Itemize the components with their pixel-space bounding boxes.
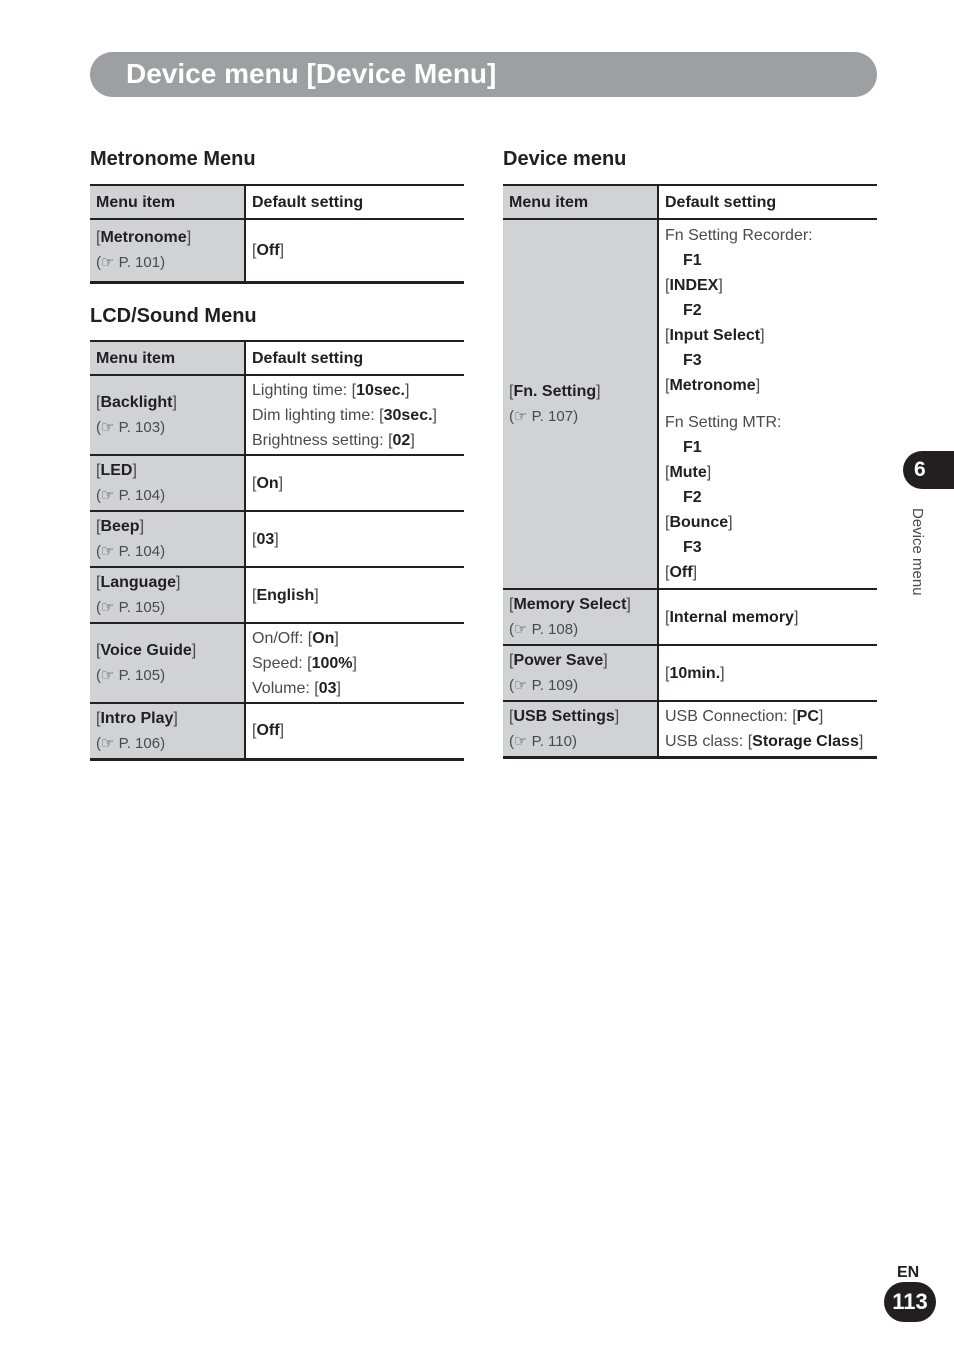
setting-label: Lighting time: (252, 381, 352, 399)
menu-item-cell: [Language] (☞ P. 105) (90, 567, 245, 623)
default-setting-cell: Fn Setting Recorder: F1 [INDEX] F2 [Input Select] F3 [Metronome] Fn Setting MTR: F1 [Mute] F2 [Bounce] F3 [Off] (658, 219, 877, 589)
default-value: Off (256, 722, 280, 740)
pointing-hand-icon: ☞ (514, 677, 528, 694)
menu-item-name: Intro Play (100, 709, 174, 727)
table-row (503, 589, 877, 645)
metronome-menu-title: Metronome Menu (90, 148, 256, 170)
table-row (503, 219, 877, 589)
function-key: F1 (683, 252, 702, 269)
device-menu-title: Device menu (503, 148, 627, 170)
page-title-bar (90, 52, 877, 97)
menu-item-cell: [Fn. Setting] (☞ P. 107) (503, 219, 658, 589)
default-value: Internal memory (669, 608, 794, 626)
page-reference: P. 109 (531, 677, 574, 694)
table-header-row (90, 341, 464, 375)
table-row (90, 455, 464, 511)
menu-item-cell: [Intro Play] (☞ P. 106) (90, 703, 245, 759)
menu-item-header: Menu item (503, 185, 658, 219)
table-row (503, 645, 877, 701)
menu-item-cell: [Metronome] (☞ P. 101) (90, 219, 245, 282)
default-value: PC (796, 707, 819, 725)
default-setting-cell: [English] (245, 567, 464, 623)
page-reference: P. 104 (118, 543, 161, 560)
default-setting-cell: [Off] (245, 219, 464, 282)
default-value: On (256, 474, 279, 492)
page-reference: P. 110 (531, 732, 572, 750)
page-title: Device menu [Device Menu] (126, 58, 497, 89)
function-key: F1 (683, 439, 702, 456)
default-value: Storage Class (752, 732, 859, 750)
pointing-hand-icon: ☞ (101, 734, 115, 752)
function-key: F3 (683, 539, 702, 556)
default-setting-cell: [03] (245, 511, 464, 567)
setting-label: USB Connection: (665, 707, 793, 725)
pointing-hand-icon: ☞ (101, 254, 115, 272)
default-setting-header: Default setting (245, 185, 464, 219)
menu-item-cell: [USB Settings] (☞ P. 110) (503, 701, 658, 757)
table-header-row (503, 185, 877, 219)
table-row (90, 623, 464, 703)
default-setting-cell: [Internal memory] (658, 589, 877, 645)
menu-item-name: Fn. Setting (513, 383, 597, 400)
default-value: 10min. (669, 664, 721, 682)
pointing-hand-icon: ☞ (101, 599, 115, 616)
menu-item-name: Memory Select (513, 596, 627, 613)
menu-item-name: Beep (100, 518, 140, 535)
default-value: 03 (318, 679, 337, 697)
default-setting-cell: On/Off: [On] Speed: [100%] Volume: [03] (245, 623, 464, 703)
fn-recorder-label: Fn Setting Recorder: (665, 227, 813, 244)
menu-item-header: Menu item (90, 185, 245, 219)
language-label: EN (897, 1264, 920, 1281)
default-setting-cell: Lighting time: [10sec.] Dim lighting time: [30sec.] Brightness setting: [02] (245, 375, 464, 455)
default-value: Bounce (669, 514, 729, 531)
menu-item-cell: [Memory Select] (☞ P. 108) (503, 589, 658, 645)
default-value: Mute (669, 464, 707, 481)
setting-label: Volume: (252, 679, 315, 697)
chapter-tab (903, 451, 954, 489)
page-reference: P. 105 (118, 599, 161, 616)
table-row (90, 375, 464, 455)
pointing-hand-icon: ☞ (101, 667, 115, 684)
page-reference: P. 104 (118, 487, 161, 504)
table-header-row (90, 185, 464, 219)
menu-item-cell: [Backlight] (☞ P. 103) (90, 375, 245, 455)
default-value: INDEX (669, 277, 719, 294)
menu-item-name: LED (100, 462, 133, 479)
setting-label: USB class: (665, 732, 748, 750)
function-key: F2 (683, 489, 702, 506)
menu-item-header: Menu item (90, 341, 245, 375)
table-row (90, 219, 464, 282)
menu-item-cell: [Power Save] (☞ P. 109) (503, 645, 658, 701)
fn-mtr-label: Fn Setting MTR: (665, 414, 782, 431)
default-value: Off (256, 241, 280, 259)
menu-item-cell: [Voice Guide] (☞ P. 105) (90, 623, 245, 703)
default-value: English (256, 586, 315, 604)
default-value: 03 (256, 530, 275, 548)
default-value: Input Select (669, 327, 761, 344)
pointing-hand-icon: ☞ (101, 419, 115, 436)
menu-item-name: Backlight (100, 394, 173, 411)
page-reference: P. 101 (118, 254, 161, 272)
default-value: 02 (392, 431, 411, 449)
default-value: 100% (311, 654, 353, 672)
default-setting-header: Default setting (245, 341, 464, 375)
menu-item-name: Voice Guide (100, 642, 192, 659)
default-value: Metronome (669, 377, 756, 394)
pointing-hand-icon: ☞ (101, 487, 115, 504)
function-key: F3 (683, 352, 702, 369)
default-setting-cell: [Off] (245, 703, 464, 759)
page-reference: P. 103 (118, 419, 161, 436)
default-setting-cell: USB Connection: [PC] USB class: [Storage Class] (658, 701, 877, 757)
default-value: Off (669, 564, 693, 581)
menu-item-name: Metronome (100, 229, 187, 247)
pointing-hand-icon: ☞ (514, 408, 528, 425)
pointing-hand-icon: ☞ (514, 621, 528, 638)
page-reference: P. 108 (531, 621, 574, 638)
lcd-sound-menu-title: LCD/Sound Menu (90, 305, 257, 327)
function-key: F2 (683, 302, 702, 319)
default-value: 30sec. (383, 406, 433, 424)
table-row (90, 567, 464, 623)
setting-label: On/Off: (252, 629, 308, 647)
setting-label: Speed: (252, 654, 308, 672)
menu-item-name: Language (100, 574, 177, 591)
menu-item-name: Power Save (513, 652, 604, 669)
menu-item-cell: [Beep] (☞ P. 104) (90, 511, 245, 567)
metronome-menu-table (90, 184, 464, 284)
menu-item-name: USB Settings (513, 707, 615, 725)
page-reference: P. 105 (118, 667, 161, 684)
pointing-hand-icon: ☞ (514, 732, 528, 750)
table-row (503, 701, 877, 757)
setting-label: Dim lighting time: (252, 406, 380, 424)
page-reference: P. 107 (531, 408, 574, 425)
default-setting-cell: [On] (245, 455, 464, 511)
page-number: 113 (884, 1282, 936, 1322)
menu-item-cell: [LED] (☞ P. 104) (90, 455, 245, 511)
setting-label: Brightness setting: (252, 431, 389, 449)
default-setting-header: Default setting (658, 185, 877, 219)
default-value: On (312, 629, 335, 647)
default-setting-cell: [10min.] (658, 645, 877, 701)
device-menu-table (503, 184, 877, 759)
table-row (90, 511, 464, 567)
default-value: 10sec. (356, 381, 405, 399)
lcd-sound-menu-table (90, 340, 464, 761)
chapter-side-label: Device menu (909, 508, 926, 596)
page-reference: P. 106 (118, 734, 161, 752)
pointing-hand-icon: ☞ (101, 543, 115, 560)
table-row (90, 703, 464, 759)
chapter-number: 6 (914, 458, 926, 481)
